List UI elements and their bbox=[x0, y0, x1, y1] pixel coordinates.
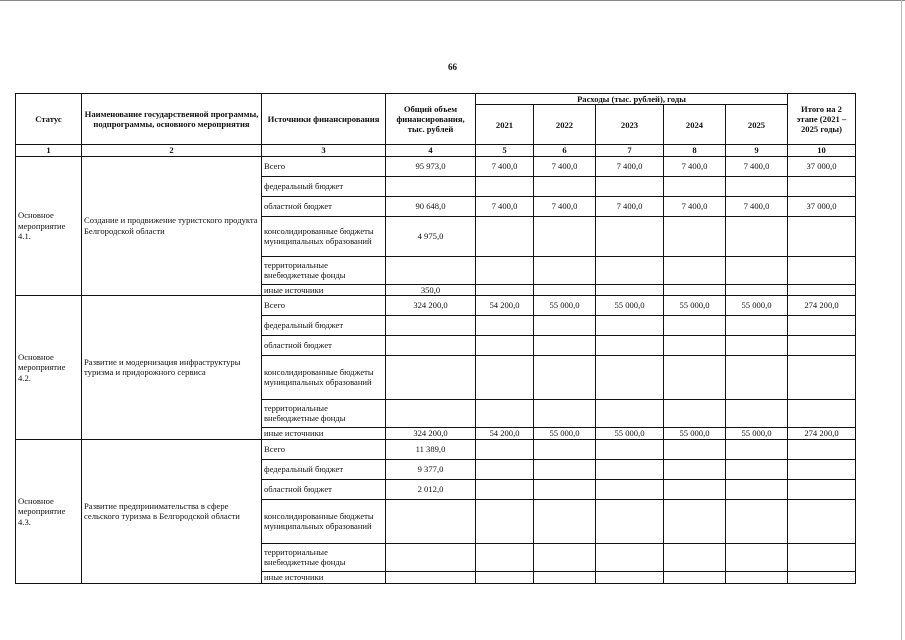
header-year-2022: 2022 bbox=[534, 105, 596, 145]
funding-source: федеральный бюджет bbox=[262, 176, 386, 196]
year-value bbox=[596, 335, 664, 355]
year-value bbox=[726, 439, 788, 459]
year-value bbox=[534, 256, 596, 284]
year-value bbox=[534, 355, 596, 399]
total-volume-value bbox=[386, 176, 476, 196]
stage-total-value bbox=[788, 543, 856, 571]
year-value bbox=[664, 571, 726, 583]
stage-total-value bbox=[788, 439, 856, 459]
year-value bbox=[476, 355, 534, 399]
col-number: 8 bbox=[664, 145, 726, 156]
total-volume-value bbox=[386, 543, 476, 571]
year-value bbox=[726, 256, 788, 284]
stage-total-value bbox=[788, 355, 856, 399]
year-value bbox=[664, 499, 726, 543]
total-volume-value: 95 973,0 bbox=[386, 156, 476, 176]
year-value bbox=[726, 399, 788, 427]
year-value bbox=[664, 284, 726, 295]
col-number: 3 bbox=[262, 145, 386, 156]
year-value bbox=[596, 571, 664, 583]
header-year-2023: 2023 bbox=[596, 105, 664, 145]
total-volume-value bbox=[386, 355, 476, 399]
year-value bbox=[726, 355, 788, 399]
year-value: 7 400,0 bbox=[664, 196, 726, 216]
year-value bbox=[596, 256, 664, 284]
year-value bbox=[726, 499, 788, 543]
year-value bbox=[596, 399, 664, 427]
year-value bbox=[476, 571, 534, 583]
funding-source: территориальные внебюджетные фонды bbox=[262, 399, 386, 427]
col-number: 6 bbox=[534, 145, 596, 156]
year-value bbox=[726, 284, 788, 295]
year-value bbox=[664, 479, 726, 499]
funding-source: территориальные внебюджетные фонды bbox=[262, 543, 386, 571]
year-value bbox=[596, 439, 664, 459]
year-value bbox=[664, 176, 726, 196]
year-value bbox=[476, 256, 534, 284]
scan-edge-top bbox=[0, 0, 905, 1]
col-number: 9 bbox=[726, 145, 788, 156]
funding-source: областной бюджет bbox=[262, 196, 386, 216]
year-value bbox=[596, 176, 664, 196]
stage-total-value bbox=[788, 284, 856, 295]
year-value bbox=[596, 459, 664, 479]
col-number: 10 bbox=[788, 145, 856, 156]
year-value bbox=[596, 216, 664, 256]
year-value: 7 400,0 bbox=[664, 156, 726, 176]
col-number: 1 bbox=[16, 145, 82, 156]
year-value bbox=[476, 335, 534, 355]
header-sources: Источники финансирования bbox=[262, 94, 386, 145]
funding-source: иные источники bbox=[262, 427, 386, 439]
stage-total-value bbox=[788, 176, 856, 196]
year-value bbox=[534, 176, 596, 196]
header-expenses: Расходы (тыс. рублей), годы bbox=[476, 94, 788, 105]
year-value bbox=[476, 284, 534, 295]
year-value bbox=[534, 399, 596, 427]
stage-total-value: 274 200,0 bbox=[788, 295, 856, 315]
year-value bbox=[534, 315, 596, 335]
total-volume-value: 350,0 bbox=[386, 284, 476, 295]
year-value: 7 400,0 bbox=[476, 196, 534, 216]
funding-source: консолидированные бюджеты муниципальных образований bbox=[262, 499, 386, 543]
financing-table bbox=[15, 93, 856, 584]
stage-total-value bbox=[788, 256, 856, 284]
year-value bbox=[534, 216, 596, 256]
year-value bbox=[476, 399, 534, 427]
stage-total-value bbox=[788, 499, 856, 543]
year-value bbox=[664, 216, 726, 256]
funding-source: консолидированные бюджеты муниципальных образований bbox=[262, 216, 386, 256]
total-volume-value: 324 200,0 bbox=[386, 427, 476, 439]
total-volume-value bbox=[386, 571, 476, 583]
year-value: 7 400,0 bbox=[596, 196, 664, 216]
year-value bbox=[664, 335, 726, 355]
funding-source: областной бюджет bbox=[262, 335, 386, 355]
year-value bbox=[534, 459, 596, 479]
year-value: 7 400,0 bbox=[726, 196, 788, 216]
year-value bbox=[476, 459, 534, 479]
activity-status: Основное мероприятие 4.1. bbox=[16, 156, 82, 295]
activity-status: Основное мероприятие 4.2. bbox=[16, 295, 82, 439]
year-value: 55 000,0 bbox=[664, 427, 726, 439]
year-value bbox=[596, 479, 664, 499]
year-value bbox=[726, 216, 788, 256]
col-number: 4 bbox=[386, 145, 476, 156]
year-value bbox=[534, 543, 596, 571]
year-value bbox=[664, 315, 726, 335]
year-value bbox=[534, 335, 596, 355]
year-value bbox=[534, 479, 596, 499]
year-value bbox=[664, 439, 726, 459]
header-total-volume: Общий объем финансирования, тыс. рублей bbox=[386, 94, 476, 145]
stage-total-value bbox=[788, 479, 856, 499]
year-value bbox=[726, 479, 788, 499]
total-volume-value: 11 389,0 bbox=[386, 439, 476, 459]
activity-status: Основное мероприятие 4.3. bbox=[16, 439, 82, 583]
total-volume-value: 9 377,0 bbox=[386, 459, 476, 479]
table-row bbox=[16, 439, 856, 459]
year-value bbox=[476, 499, 534, 543]
year-value bbox=[534, 284, 596, 295]
year-value: 7 400,0 bbox=[596, 156, 664, 176]
year-value: 7 400,0 bbox=[476, 156, 534, 176]
funding-source: консолидированные бюджеты муниципальных образований bbox=[262, 355, 386, 399]
year-value: 55 000,0 bbox=[534, 295, 596, 315]
year-value: 55 000,0 bbox=[726, 427, 788, 439]
stage-total-value bbox=[788, 315, 856, 335]
table-row bbox=[16, 156, 856, 176]
funding-source: федеральный бюджет bbox=[262, 459, 386, 479]
stage-total-value: 37 000,0 bbox=[788, 156, 856, 176]
year-value bbox=[476, 439, 534, 459]
year-value: 55 000,0 bbox=[664, 295, 726, 315]
year-value bbox=[596, 543, 664, 571]
stage-total-value bbox=[788, 459, 856, 479]
table-row bbox=[16, 295, 856, 315]
funding-source: Всего bbox=[262, 295, 386, 315]
year-value bbox=[664, 543, 726, 571]
year-value: 7 400,0 bbox=[534, 156, 596, 176]
header-year-2025: 2025 bbox=[726, 105, 788, 145]
activity-name: Создание и продвижение туристского продукта Белгородской области bbox=[82, 156, 262, 295]
total-volume-value: 324 200,0 bbox=[386, 295, 476, 315]
activity-name: Развитие и модернизация инфраструктуры туризма и придорожного сервиса bbox=[82, 295, 262, 439]
funding-source: иные источники bbox=[262, 571, 386, 583]
total-volume-value bbox=[386, 399, 476, 427]
scan-edge-right bbox=[901, 0, 902, 640]
year-value bbox=[726, 543, 788, 571]
header-name: Наименование государственной программы, подпрограммы, основного мероприятия bbox=[82, 94, 262, 145]
stage-total-value bbox=[788, 216, 856, 256]
header-year-2024: 2024 bbox=[664, 105, 726, 145]
year-value bbox=[726, 571, 788, 583]
stage-total-value bbox=[788, 335, 856, 355]
year-value bbox=[596, 355, 664, 399]
year-value bbox=[476, 543, 534, 571]
year-value bbox=[534, 439, 596, 459]
header-stage-total: Итого на 2 этапе (2021 – 2025 годы) bbox=[788, 94, 856, 145]
year-value: 54 200,0 bbox=[476, 427, 534, 439]
total-volume-value bbox=[386, 499, 476, 543]
year-value: 54 200,0 bbox=[476, 295, 534, 315]
year-value bbox=[664, 459, 726, 479]
year-value bbox=[596, 284, 664, 295]
year-value: 55 000,0 bbox=[726, 295, 788, 315]
total-volume-value: 4 975,0 bbox=[386, 216, 476, 256]
year-value bbox=[476, 315, 534, 335]
funding-source: Всего bbox=[262, 156, 386, 176]
funding-source: территориальные внебюджетные фонды bbox=[262, 256, 386, 284]
year-value bbox=[664, 256, 726, 284]
year-value bbox=[726, 176, 788, 196]
year-value bbox=[476, 216, 534, 256]
year-value bbox=[596, 499, 664, 543]
year-value bbox=[476, 479, 534, 499]
year-value: 7 400,0 bbox=[534, 196, 596, 216]
header-year-2021: 2021 bbox=[476, 105, 534, 145]
total-volume-value bbox=[386, 335, 476, 355]
funding-source: Всего bbox=[262, 439, 386, 459]
year-value bbox=[664, 355, 726, 399]
stage-total-value bbox=[788, 571, 856, 583]
table-body bbox=[16, 156, 856, 583]
year-value bbox=[726, 315, 788, 335]
year-value bbox=[534, 571, 596, 583]
year-value: 7 400,0 bbox=[726, 156, 788, 176]
total-volume-value: 90 648,0 bbox=[386, 196, 476, 216]
year-value bbox=[726, 459, 788, 479]
funding-source: областной бюджет bbox=[262, 479, 386, 499]
stage-total-value: 274 200,0 bbox=[788, 427, 856, 439]
year-value bbox=[534, 499, 596, 543]
page-number: 66 bbox=[448, 62, 457, 72]
total-volume-value bbox=[386, 256, 476, 284]
col-number: 2 bbox=[82, 145, 262, 156]
funding-source: иные источники bbox=[262, 284, 386, 295]
year-value: 55 000,0 bbox=[596, 295, 664, 315]
header-status: Статус bbox=[16, 94, 82, 145]
total-volume-value bbox=[386, 315, 476, 335]
year-value bbox=[476, 176, 534, 196]
year-value bbox=[726, 335, 788, 355]
total-volume-value: 2 012,0 bbox=[386, 479, 476, 499]
col-number: 7 bbox=[596, 145, 664, 156]
activity-name: Развитие предпринимательства в сфере сельского туризма в Белгородской области bbox=[82, 439, 262, 583]
funding-source: федеральный бюджет bbox=[262, 315, 386, 335]
col-number: 5 bbox=[476, 145, 534, 156]
year-value bbox=[596, 315, 664, 335]
year-value bbox=[664, 399, 726, 427]
stage-total-value bbox=[788, 399, 856, 427]
stage-total-value: 37 000,0 bbox=[788, 196, 856, 216]
year-value: 55 000,0 bbox=[596, 427, 664, 439]
year-value: 55 000,0 bbox=[534, 427, 596, 439]
